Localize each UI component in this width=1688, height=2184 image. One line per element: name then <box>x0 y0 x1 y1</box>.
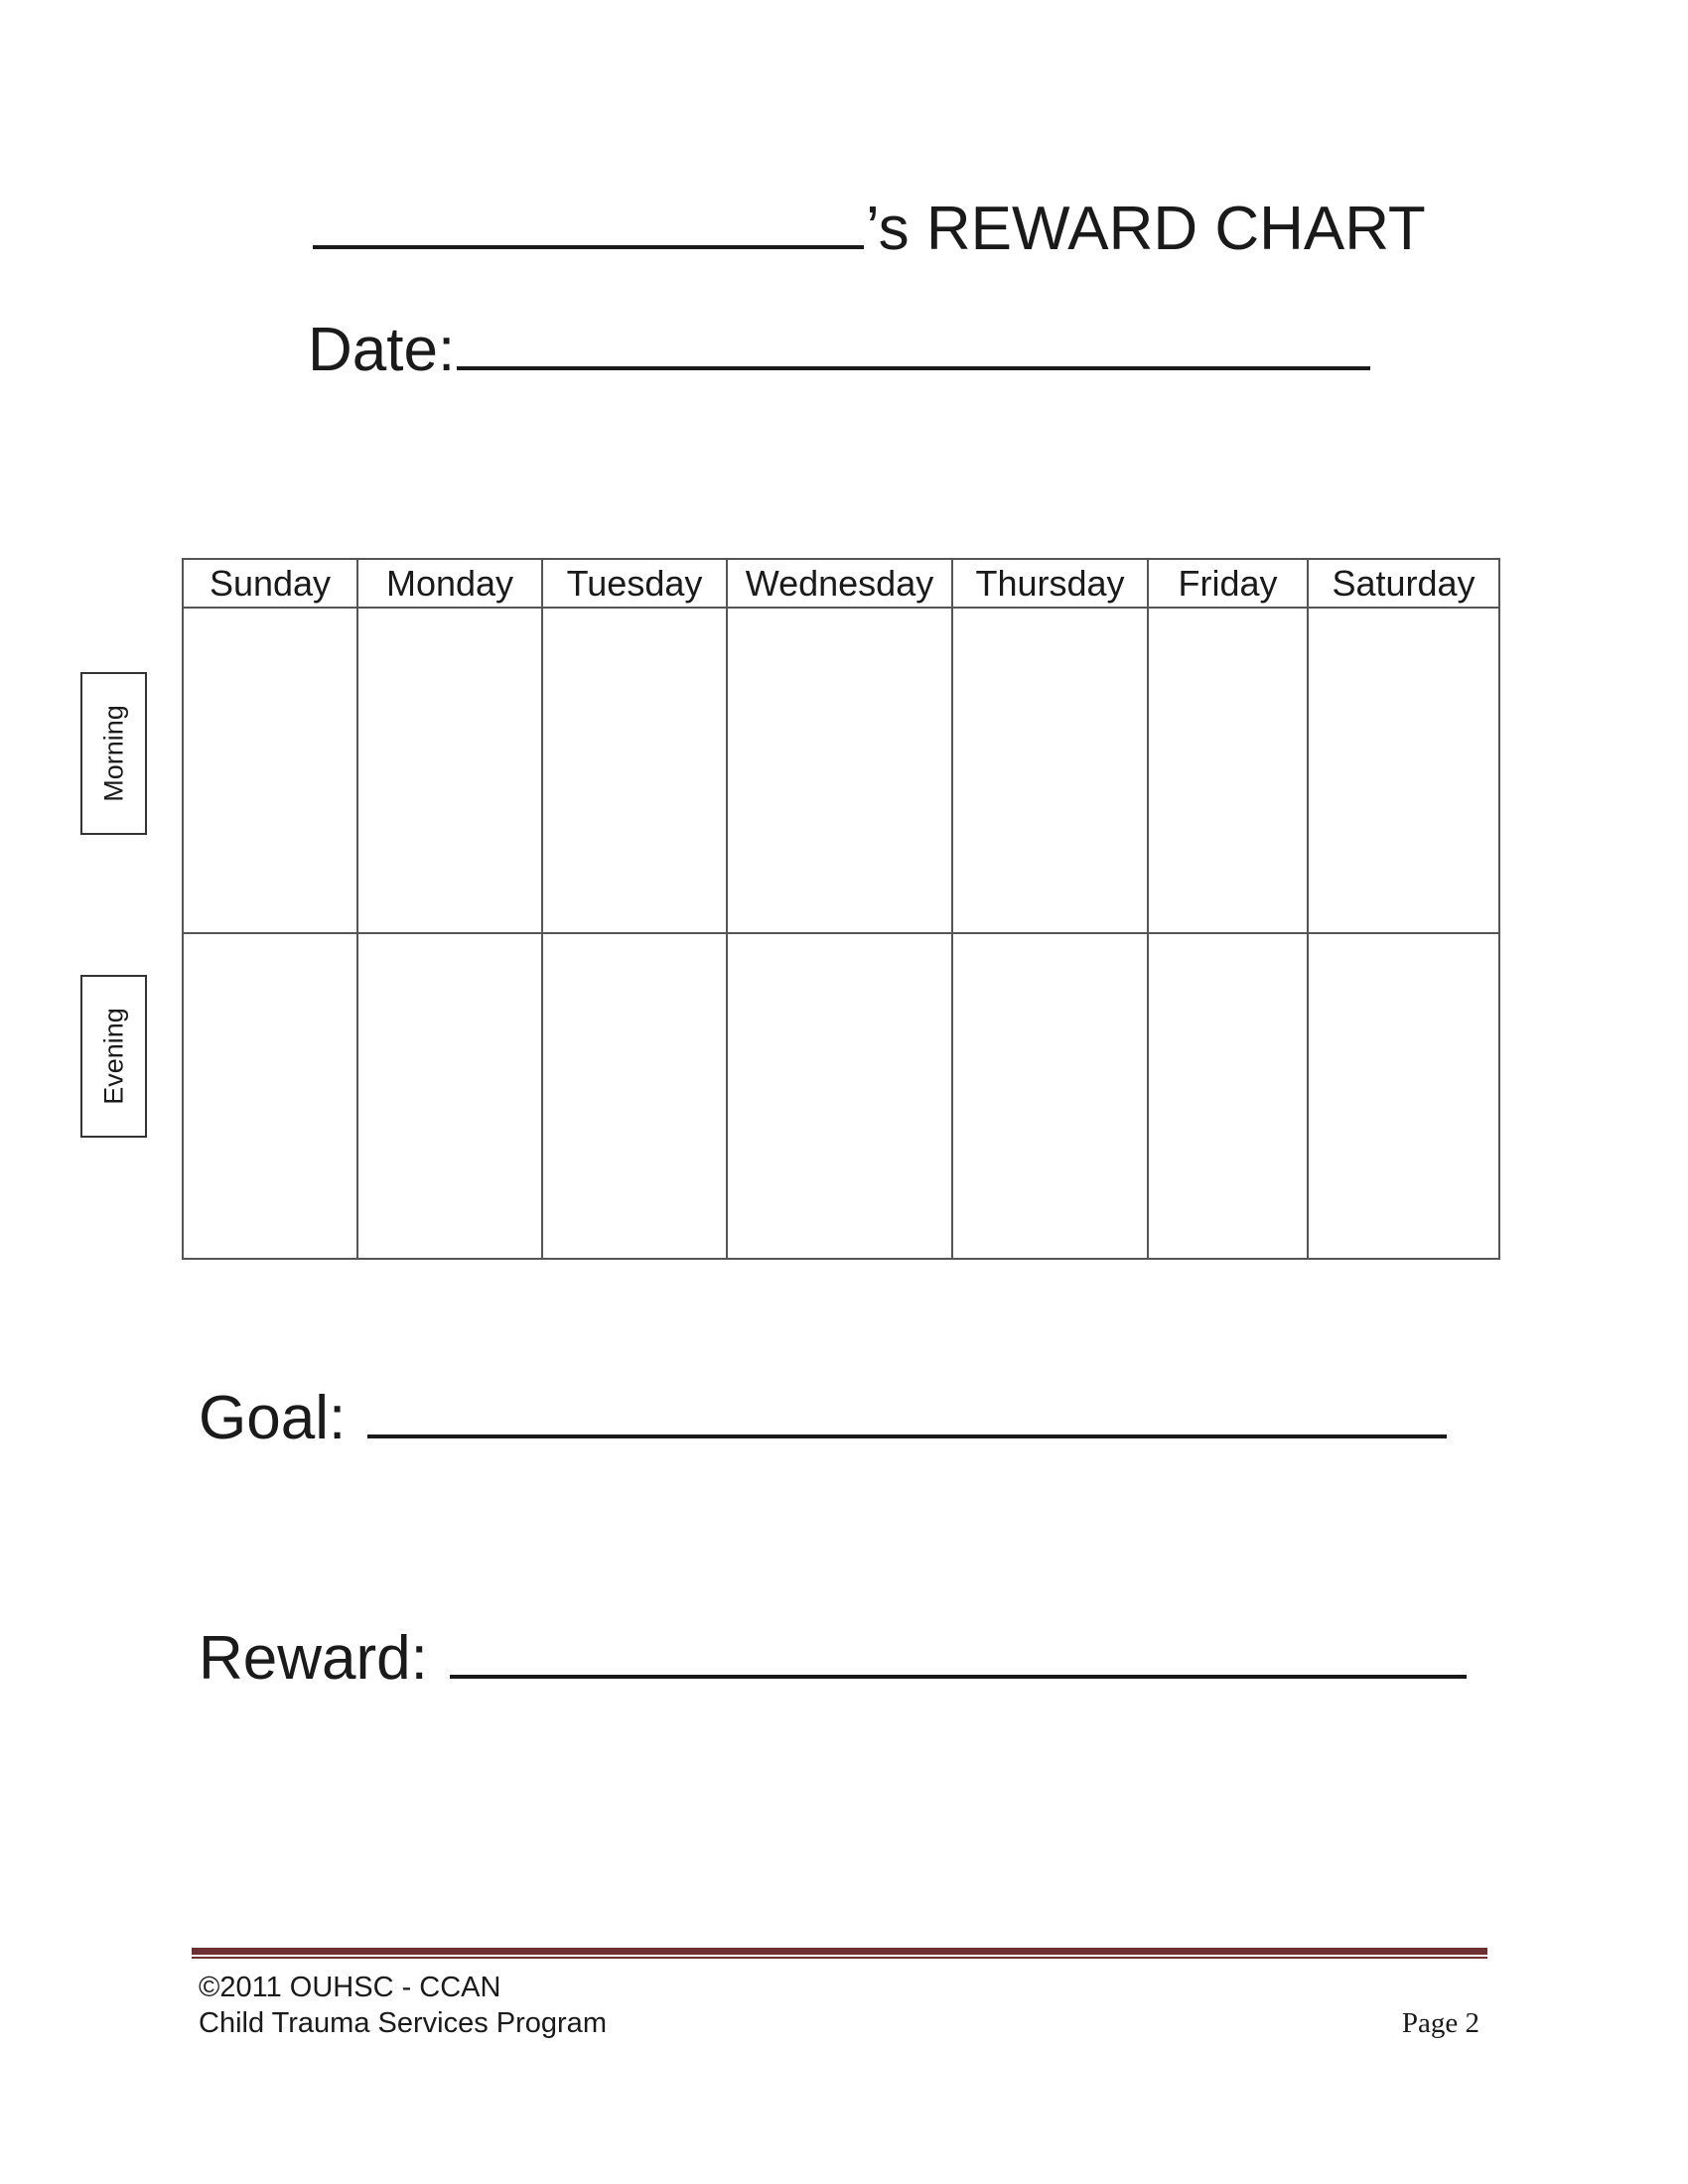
reward-row <box>199 1624 1467 1693</box>
day-header-sunday: Sunday <box>183 559 357 608</box>
reward-chart-grid <box>182 558 1500 1260</box>
chart-title-text: ’s REWARD CHART <box>866 195 1426 263</box>
footer-program: Child Trauma Services Program <box>199 2007 607 2039</box>
cell-saturday-morning[interactable] <box>1308 608 1499 933</box>
cell-sunday-morning[interactable] <box>183 608 357 933</box>
cell-friday-morning[interactable] <box>1148 608 1308 933</box>
reward-blank[interactable] <box>450 1669 1467 1679</box>
day-header-thursday: Thursday <box>952 559 1148 608</box>
cell-wednesday-evening[interactable] <box>727 933 952 1259</box>
day-header-row <box>183 559 1499 608</box>
cell-tuesday-evening[interactable] <box>542 933 727 1259</box>
day-header-monday: Monday <box>357 559 542 608</box>
date-blank[interactable] <box>457 360 1370 370</box>
goal-row <box>199 1384 1447 1452</box>
day-header-saturday: Saturday <box>1308 559 1499 608</box>
footer-info <box>199 1970 607 2041</box>
footer-divider-thin <box>192 1957 1487 1959</box>
day-header-tuesday: Tuesday <box>542 559 727 608</box>
cell-wednesday-morning[interactable] <box>727 608 952 933</box>
cell-monday-evening[interactable] <box>357 933 542 1259</box>
page-number: Page 2 <box>1401 2007 1479 2039</box>
cell-sunday-evening[interactable] <box>183 933 357 1259</box>
day-header-friday: Friday <box>1148 559 1308 608</box>
cell-monday-morning[interactable] <box>357 608 542 933</box>
date-row <box>308 316 1370 384</box>
morning-label: Morning <box>98 705 128 802</box>
child-name-blank[interactable] <box>313 239 864 249</box>
footer-divider <box>192 1948 1487 1955</box>
morning-row-label <box>80 672 147 835</box>
cell-saturday-evening[interactable] <box>1308 933 1499 1259</box>
goal-label: Goal: <box>199 1384 347 1452</box>
goal-blank[interactable] <box>367 1429 1447 1438</box>
day-header-wednesday: Wednesday <box>727 559 952 608</box>
morning-row <box>183 608 1499 933</box>
cell-thursday-morning[interactable] <box>952 608 1148 933</box>
cell-tuesday-morning[interactable] <box>542 608 727 933</box>
cell-thursday-evening[interactable] <box>952 933 1148 1259</box>
date-label: Date: <box>308 316 456 384</box>
cell-friday-evening[interactable] <box>1148 933 1308 1259</box>
evening-row-label <box>80 975 147 1138</box>
footer-copyright: ©2011 OUHSC - CCAN <box>199 1972 501 2003</box>
evening-row <box>183 933 1499 1259</box>
evening-label: Evening <box>98 1008 128 1105</box>
chart-title <box>313 195 1426 263</box>
reward-label: Reward: <box>199 1624 428 1693</box>
